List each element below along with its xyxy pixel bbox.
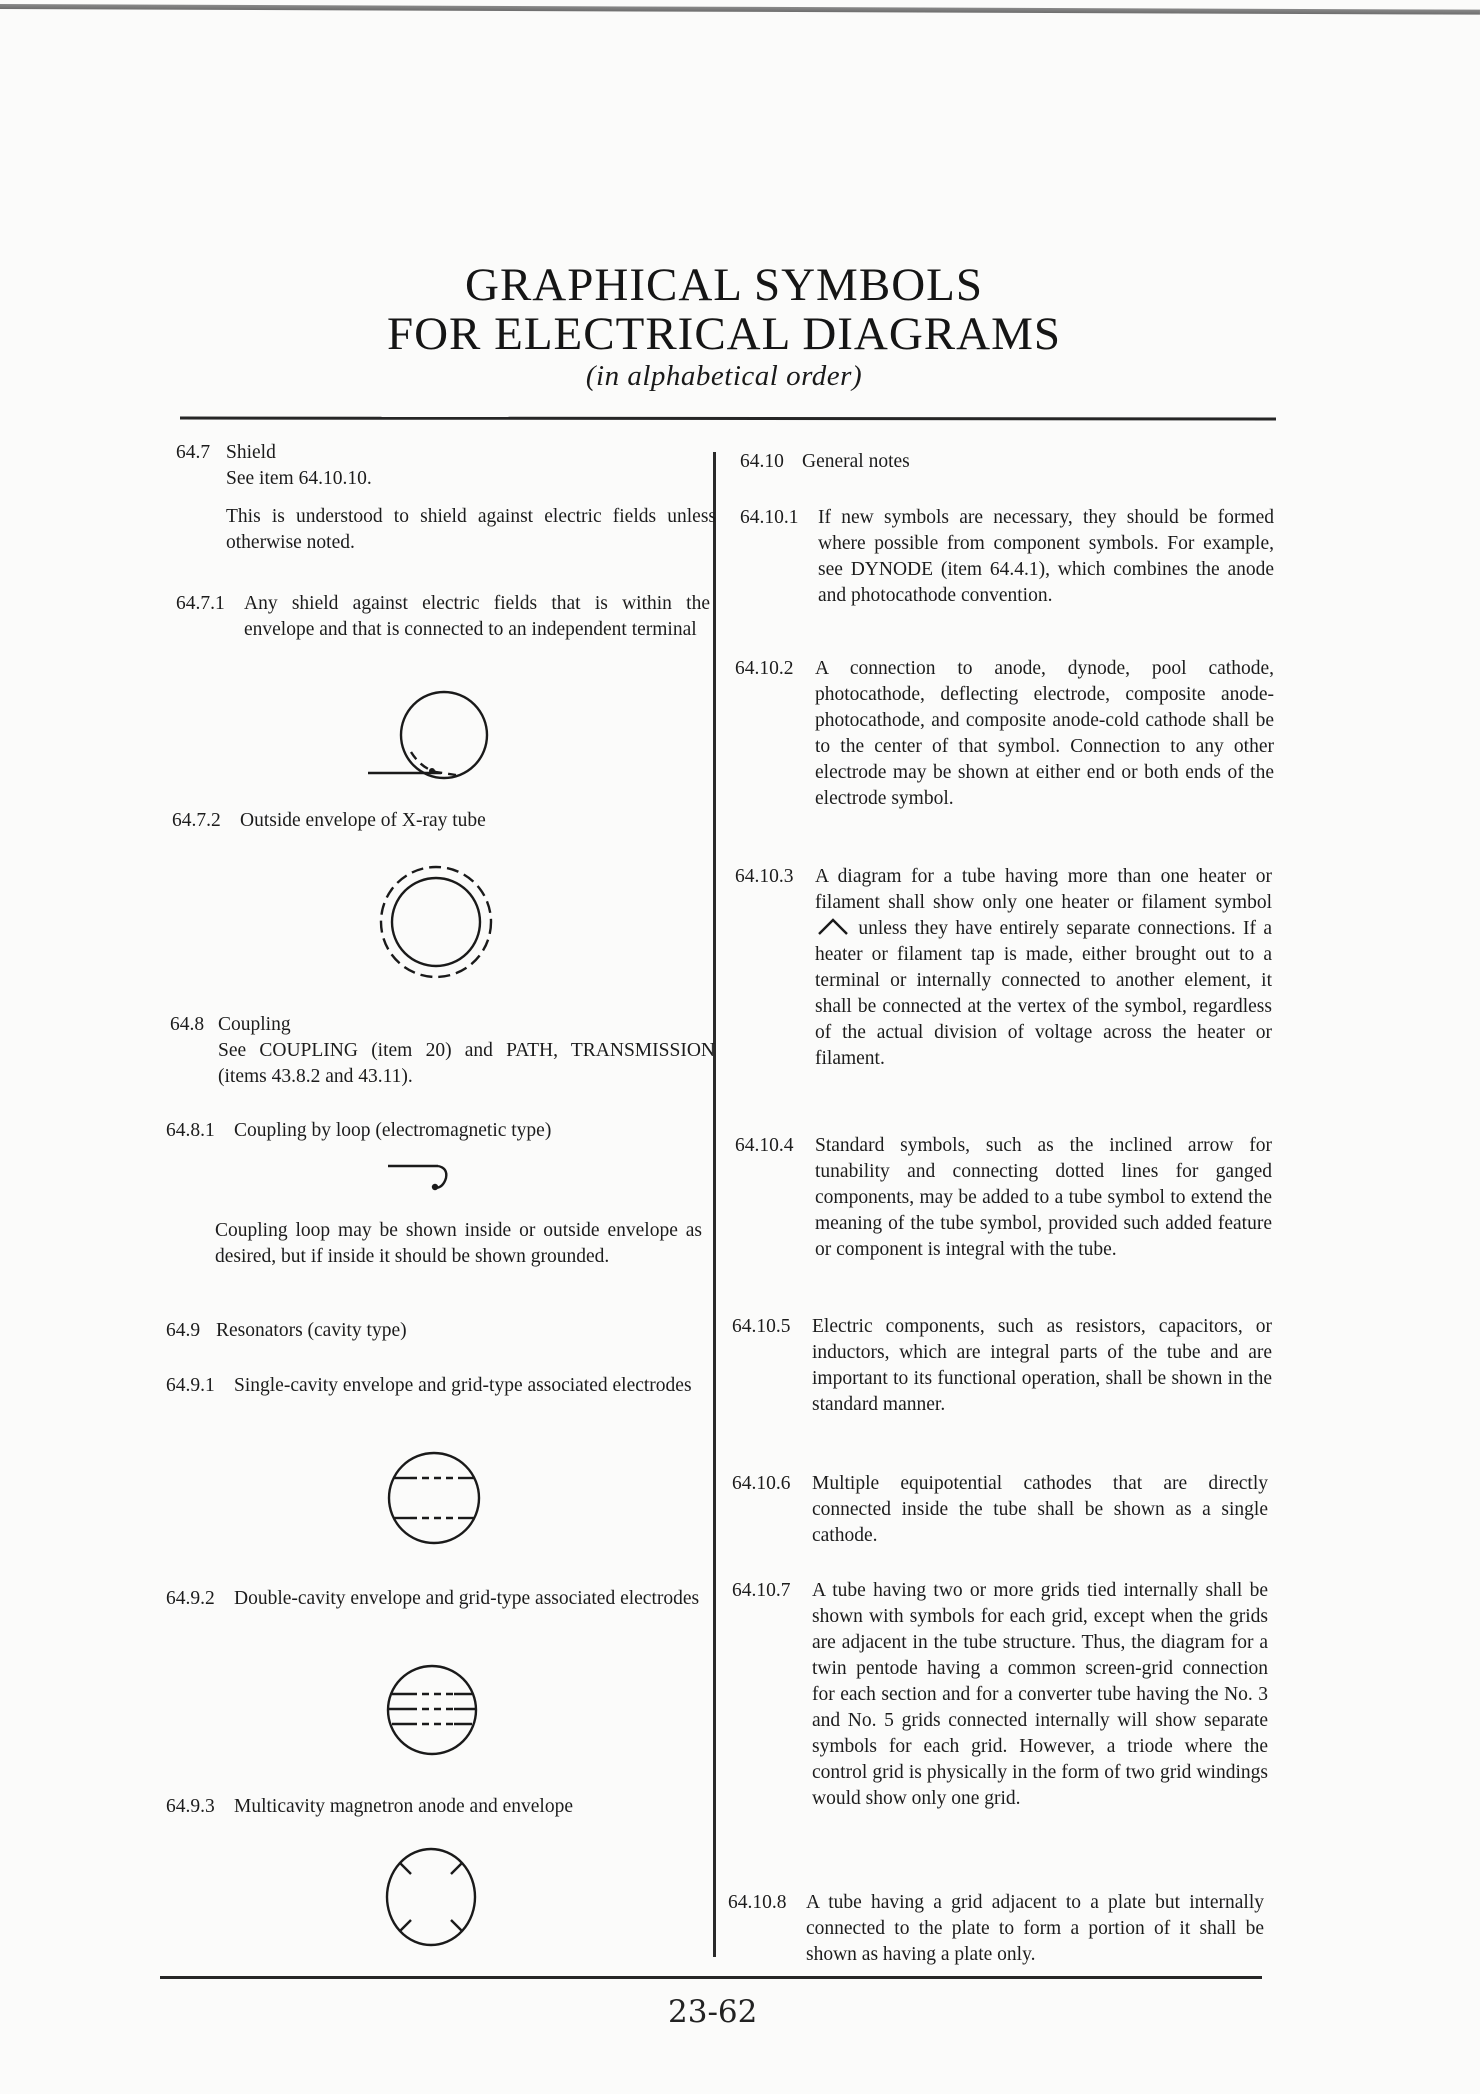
scan-edge-line [0,4,1480,15]
entry-number: 64.8 [170,1014,205,1035]
entry-number: 64.9 [166,1320,201,1341]
filament-symbol-icon [815,916,851,936]
column-divider [713,452,716,1957]
entry-reference: See item 64.10.10. [226,468,372,489]
entry-note: Coupling loop may be shown inside or outside envelope as desired, but if inside it should be shown grounded. [215,1220,702,1267]
entry-number: 64.9.3 [166,1796,215,1817]
entry-number: 64.10.1 [740,507,799,528]
entry-64-10-5 [732,1314,1272,1418]
entry-text: Any shield against electric fields that is within the envelope and that is connected to an independent terminal [244,593,710,640]
entry-64-9-1 [166,1373,702,1399]
entry-heading: Resonators (cavity type) [216,1320,407,1341]
entry-64-9-3 [166,1794,702,1820]
entry-number: 64.10.6 [732,1473,791,1494]
entry-note: This is understood to shield against electric fields unless otherwise noted. [226,506,716,553]
entry-64-8 [170,1012,715,1090]
page-title-line-2: FOR ELECTRICAL DIAGRAMS [386,308,1062,360]
entry-64-10-7 [732,1578,1268,1812]
entry-number: 64.10 [740,451,784,472]
entry-64-9 [166,1318,711,1344]
page-number: 23-62 [668,1994,758,2030]
entry-64-7 [176,440,716,556]
entry-text: Coupling by loop (electromagnetic type) [234,1120,552,1141]
coupling-loop-symbol-icon [386,1162,456,1196]
page-subtitle: (in alphabetical order) [585,360,863,392]
single-cavity-symbol-icon [384,1448,484,1548]
entry-text: A connection to anode, dynode, pool cathode, photocathode, deflecting electrode, composite anode-photocathode, and composite anode-cold cathode shall be to the center of that symbol. Connection to any other electrode may be shown at either end or both ends of the electrode symbol. [815,658,1274,809]
entry-64-10-3 [735,864,1272,1072]
entry-text: A tube having two or more grids tied internally shall be shown with symbols for each grid, except when the grids are adjacent in the tube structure. Thus, the diagram for a twin pentode having a common screen-grid connection for each section and for a converter tube having the No. 3 and No. 5 grids connected internally will show separate symbols for each grid. However, a triode where the control grid is physically in the form of two grid windings would show only one grid. [812,1580,1268,1809]
entry-reference: See COUPLING (item 20) and PATH, TRANSMISSION (items 43.8.2 and 43.11). [218,1040,715,1087]
entry-number: 64.8.1 [166,1120,215,1141]
xray-outside-envelope-symbol-icon [371,860,501,985]
entry-text-after: unless they have entirely separate connections. If a heater or filament tap is made, either brought out to a terminal or internally connected to another element, it shall be connected at the vertex of the symbol, regardless of the actual division of voltage across the heater or filament. [815,918,1273,1069]
entry-number: 64.9.1 [166,1375,215,1396]
double-cavity-symbol-icon [384,1660,480,1760]
entry-64-10 [740,449,1270,475]
entry-number: 64.7.2 [172,810,221,831]
entry-64-10-6 [732,1471,1268,1549]
entry-number: 64.10.3 [735,866,794,887]
entry-64-9-2 [166,1586,702,1612]
entry-text: Electric components, such as resistors, capacitors, or inductors, which are integral parts of the tube and are important to its functional operation, shall be shown in the standard manner. [812,1316,1272,1415]
entry-text: Outside envelope of X-ray tube [240,810,486,831]
entry-text: If new symbols are necessary, they should be formed where possible from component symbols. For example, see DYNODE (item 64.4.1), which combines the anode and photocathode convention. [818,507,1274,606]
entry-number: 64.10.8 [728,1892,787,1913]
entry-64-8-1-note [215,1218,702,1270]
entry-number: 64.10.4 [735,1135,794,1156]
entry-number: 64.10.5 [732,1316,791,1337]
footer-rule [160,1976,1262,1979]
entry-64-10-8 [728,1890,1264,1968]
entry-number: 64.9.2 [166,1588,215,1609]
entry-text: Single-cavity envelope and grid-type associated electrodes [234,1375,692,1396]
entry-text: Double-cavity envelope and grid-type associated electrodes [234,1588,700,1609]
entry-number: 64.7.1 [176,593,225,614]
entry-64-8-1 [166,1118,711,1144]
entry-text: Standard symbols, such as the inclined arrow for tunability and connecting dotted lines for ganged components, may be added to a tube symbol to extend the meaning of the tube symbol, provided such added feature or component is integral with the tube. [815,1135,1272,1260]
entry-64-10-2 [735,656,1274,812]
header-rule [180,417,1276,421]
entry-text: Multicavity magnetron anode and envelope [234,1796,573,1817]
entry-number: 64.7 [176,442,211,463]
entry-number: 64.10.7 [732,1580,791,1601]
entry-heading: Shield [226,442,276,463]
magnetron-symbol-icon [381,1844,481,1950]
entry-64-10-1 [740,505,1274,609]
entry-number: 64.10.2 [735,658,794,679]
entry-heading: Coupling [218,1014,291,1035]
entry-64-7-1 [176,591,710,643]
entry-64-7-2 [172,808,712,834]
entry-heading: General notes [802,451,910,472]
page-title-line-1: GRAPHICAL SYMBOLS [465,259,983,311]
entry-text-before: A diagram for a tube having more than one heater or filament shall show only one heater or filament symbol [815,866,1272,913]
shield-with-terminal-symbol-icon [366,680,506,780]
entry-64-10-4 [735,1133,1272,1263]
entry-text: Multiple equipotential cathodes that are directly connected inside the tube shall be shown as a single cathode. [812,1473,1268,1546]
entry-text: A tube having a grid adjacent to a plate but internally connected to the plate to form a portion of it shall be shown as having a plate only. [806,1892,1264,1965]
